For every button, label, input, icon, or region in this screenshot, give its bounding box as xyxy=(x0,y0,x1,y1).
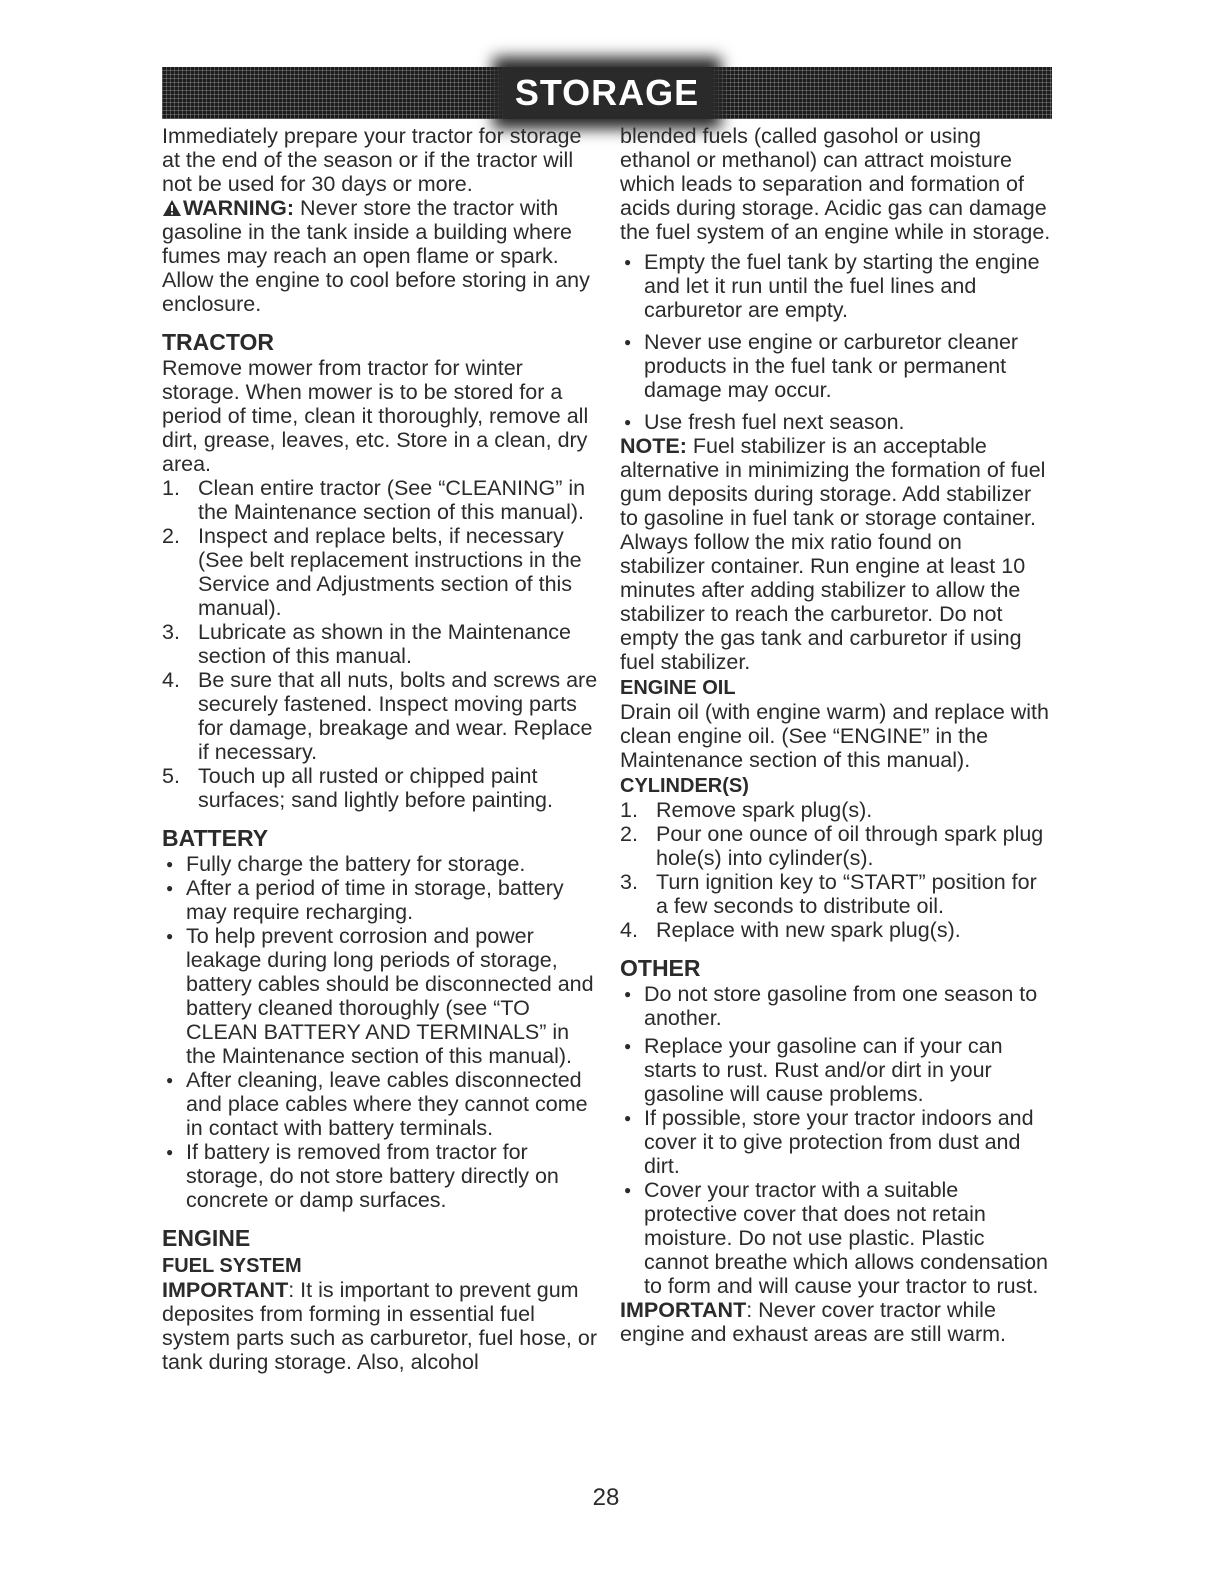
step-text: Pour one ounce of oil through spark plug hole(s) into cylinder(s). xyxy=(656,822,1044,870)
bullet-text: Cover your tractor with a suitable protective cover that does not retain moisture. Do not use plastic. Plastic cannot breathe which allows condensation to form and will cause your tractor to rust. xyxy=(644,1178,1048,1298)
bullet-icon: ● xyxy=(624,1111,632,1125)
bullet-text: Fully charge the battery for storage. xyxy=(186,852,526,876)
right-column xyxy=(620,124,1052,1346)
bullet-icon: ● xyxy=(166,929,174,943)
section-banner xyxy=(162,67,1052,119)
list-item xyxy=(620,870,1052,918)
step-number: 3. xyxy=(620,870,638,894)
list-item xyxy=(620,1106,1052,1178)
list-item xyxy=(162,876,602,924)
list-item xyxy=(162,668,602,764)
step-text: Inspect and replace belts, if necessary (See belt replacement instructions in the Service and Adjustments section of this manual). xyxy=(198,524,582,620)
bullet-text: Do not store gasoline from one season to another. xyxy=(644,982,1038,1030)
page-title: STORAGE xyxy=(503,67,711,119)
list-item xyxy=(162,1068,602,1140)
other-list xyxy=(620,982,1052,1298)
list-item xyxy=(620,822,1052,870)
engine-oil-heading: ENGINE OIL xyxy=(620,677,736,699)
bullet-text: If possible, store your tractor indoors and cover it to give protection from dust and dirt. xyxy=(644,1106,1034,1178)
note-text: Fuel stabilizer is an acceptable alternative in minimizing the formation of fuel gum deposits during storage. Add stabilizer to gasoline in fuel tank or storage container. Always follow the mix ratio found on stabilizer container. Run engine at least 10 minutes after adding stabilizer to allow the stabilizer to reach the carburetor. Do not empty the gas tank and carburetor if using fuel stabilizer. xyxy=(620,434,1046,674)
step-number: 4. xyxy=(620,918,638,942)
important-label: IMPORTANT xyxy=(162,1278,289,1302)
bullet-text: To help prevent corrosion and power leakage during long periods of storage, battery cables should be disconnected and battery cleaned thoroughly (see “TO CLEAN BATTERY AND TERMINALS” in the Maintenance section of this manual). xyxy=(186,924,594,1068)
step-number: 1. xyxy=(162,476,180,500)
list-item xyxy=(162,764,602,812)
bullet-icon: ● xyxy=(624,1183,632,1197)
step-text: Replace with new spark plug(s). xyxy=(656,918,961,942)
bullet-text: Never use engine or carburetor cleaner products in the fuel tank or permanent damage may occur. xyxy=(644,330,1019,402)
list-item xyxy=(620,250,1052,322)
warning-text: Never store the tractor with gasoline in the tank inside a building where fumes may reach an open flame or spark. Allow the engine to cool before storing in any enclosure. xyxy=(162,196,590,316)
bullet-icon: ● xyxy=(624,335,632,349)
bullet-text: If battery is removed from tractor for storage, do not store battery directly on concrete or damp surfaces. xyxy=(186,1140,559,1212)
important-text: : It is important to prevent gum deposites from forming in essential fuel system parts such as carburetor, fuel hose, or tank during storage. Also, alcohol xyxy=(162,1278,597,1374)
list-item xyxy=(162,524,602,620)
engine-heading: ENGINE xyxy=(162,1225,251,1251)
list-item xyxy=(620,982,1052,1030)
note-paragraph xyxy=(620,434,1052,674)
step-number: 2. xyxy=(620,822,638,846)
list-item xyxy=(162,852,602,876)
tractor-heading: TRACTOR xyxy=(162,329,275,355)
bullet-icon: ● xyxy=(624,255,632,269)
list-item xyxy=(620,410,1052,434)
bullet-text: Replace your gasoline can if your can starts to rust. Rust and/or dirt in your gasoline will cause problems. xyxy=(644,1034,1003,1106)
warning-triangle-icon xyxy=(162,199,182,217)
tractor-steps xyxy=(162,476,602,812)
step-number: 4. xyxy=(162,668,180,692)
note-label: NOTE: xyxy=(620,434,687,458)
bullet-text: After a period of time in storage, battery may require recharging. xyxy=(186,876,564,924)
engine-oil-paragraph: Drain oil (with engine warm) and replace with clean engine oil. (See “ENGINE” in the Maintenance section of this manual). xyxy=(620,700,1049,772)
bullet-icon: ● xyxy=(166,857,174,871)
battery-list xyxy=(162,852,602,1212)
important-paragraph xyxy=(620,1298,1052,1346)
list-item xyxy=(620,1034,1052,1106)
list-item xyxy=(620,330,1052,402)
step-text: Touch up all rusted or chipped paint surfaces; sand lightly before painting. xyxy=(198,764,553,812)
important-text: : Never cover tractor while engine and exhaust areas are still warm. xyxy=(620,1298,1007,1346)
step-text: Lubricate as shown in the Maintenance section of this manual. xyxy=(198,620,571,668)
bullet-icon: ● xyxy=(624,415,632,429)
bullet-icon: ● xyxy=(166,1145,174,1159)
battery-heading: BATTERY xyxy=(162,825,269,851)
left-column xyxy=(162,124,602,1374)
warning-paragraph xyxy=(162,196,602,316)
list-item xyxy=(162,1140,602,1212)
bullet-icon: ● xyxy=(166,1073,174,1087)
step-number: 5. xyxy=(162,764,180,788)
bullet-icon: ● xyxy=(624,987,632,1001)
list-item xyxy=(620,798,1052,822)
step-text: Be sure that all nuts, bolts and screws are securely fastened. Inspect moving parts for damage, breakage and wear. Replace if necessary. xyxy=(198,668,598,764)
bullet-icon: ● xyxy=(624,1039,632,1053)
important-label: IMPORTANT xyxy=(620,1298,747,1322)
other-heading: OTHER xyxy=(620,955,701,981)
list-item xyxy=(620,918,1052,942)
step-number: 3. xyxy=(162,620,180,644)
list-item xyxy=(162,924,602,1068)
intro-paragraph: Immediately prepare your tractor for storage at the end of the season or if the tractor will not be used for 30 days or more. xyxy=(162,124,582,196)
bullet-icon: ● xyxy=(166,881,174,895)
list-item xyxy=(162,476,602,524)
fuel-list xyxy=(620,250,1052,434)
bullet-text: Empty the fuel tank by starting the engine and let it run until the fuel lines and carburetor are empty. xyxy=(644,250,1040,322)
page-number: 28 xyxy=(592,1484,620,1511)
important-paragraph xyxy=(162,1278,602,1374)
step-number: 2. xyxy=(162,524,180,548)
list-item xyxy=(162,620,602,668)
step-number: 1. xyxy=(620,798,638,822)
fuel-system-heading: FUEL SYSTEM xyxy=(162,1255,302,1277)
step-text: Turn ignition key to “START” position for a few seconds to distribute oil. xyxy=(656,870,1037,918)
bullet-text: Use fresh fuel next season. xyxy=(644,410,905,434)
cylinder-steps xyxy=(620,798,1052,942)
bullet-text: After cleaning, leave cables disconnected and place cables where they cannot come in contact with battery terminals. xyxy=(186,1068,588,1140)
step-text: Clean entire tractor (See “CLEANING” in the Maintenance section of this manual). xyxy=(198,476,586,524)
list-item xyxy=(620,1178,1052,1298)
tractor-paragraph: Remove mower from tractor for winter storage. When mower is to be stored for a period of time, clean it thoroughly, remove all dirt, grease, leaves, etc. Store in a clean, dry area. xyxy=(162,356,589,476)
cylinders-heading: CYLINDER(S) xyxy=(620,775,749,797)
continued-paragraph: blended fuels (called gasohol or using ethanol or methanol) can attract moisture which leads to separation and formation of acids during storage. Acidic gas can damage the fuel system of an engine while in storage. xyxy=(620,124,1051,244)
step-text: Remove spark plug(s). xyxy=(656,798,873,822)
warning-label: WARNING: xyxy=(183,196,295,220)
